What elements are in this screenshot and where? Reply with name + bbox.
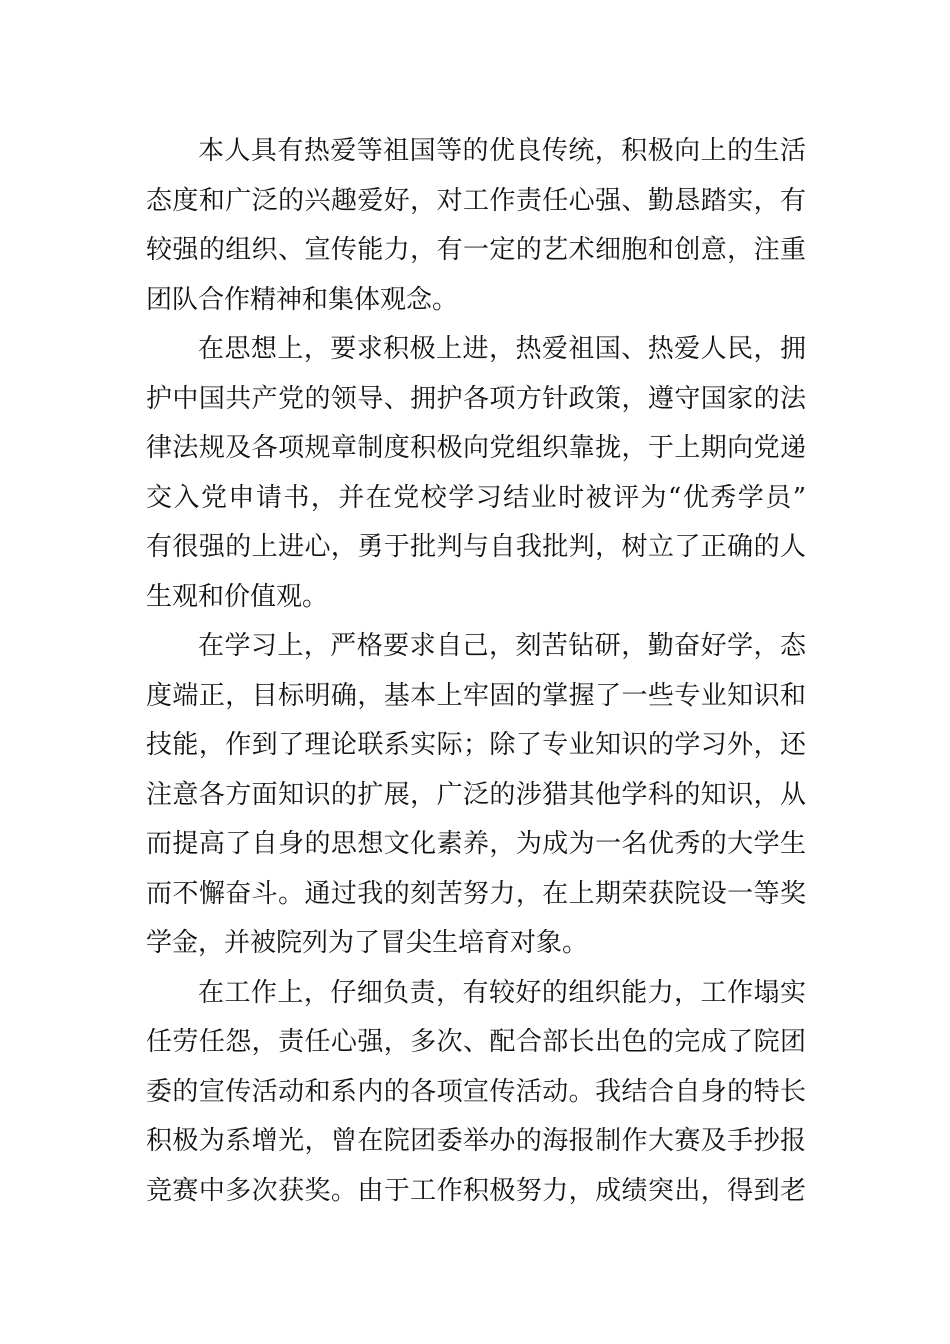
paragraph-2-line-2: 护中国共产党的领导、拥护各项方针政策，遵守国家的法 — [146, 384, 806, 414]
paragraph-1-line-3: 较强的组织、宣传能力，有一定的艺术细胞和创意，注重 — [146, 235, 806, 265]
paragraph-2-line-4: 交入党申请书，并在党校学习结业时被评为“优秀学员” — [146, 483, 806, 513]
paragraph-4-line-5: 竞赛中多次获奖。由于工作积极努力，成绩突出，得到老 — [146, 1176, 806, 1206]
paragraph-4-line-3: 委的宣传活动和系内的各项宣传活动。我结合自身的特长 — [146, 1077, 806, 1107]
paragraph-4-line-1: 在工作上，仔细负责，有较好的组织能力，工作塌实 — [198, 978, 806, 1008]
paragraph-2-line-6: 生观和价值观。 — [146, 582, 329, 612]
paragraph-4-line-2: 任劳任怨，责任心强，多次、配合部长出色的完成了院团 — [146, 1027, 806, 1057]
paragraph-2-line-1: 在思想上，要求积极上进，热爱祖国、热爱人民，拥 — [198, 334, 806, 364]
paragraph-2-line-3: 律法规及各项规章制度积极向党组织靠拢，于上期向党递 — [146, 433, 806, 463]
paragraph-3-line-2: 度端正，目标明确，基本上牢固的掌握了一些专业知识和 — [146, 681, 806, 711]
paragraph-3-line-1: 在学习上，严格要求自己，刻苦钻研，勤奋好学，态 — [198, 631, 806, 661]
paragraph-1-line-4: 团队合作精神和集体观念。 — [146, 285, 459, 315]
paragraph-1-line-1: 本人具有热爱等祖国等的优良传统，积极向上的生活 — [198, 136, 806, 166]
paragraph-1-line-2: 态度和广泛的兴趣爱好，对工作责任心强、勤恳踏实，有 — [146, 186, 806, 216]
paragraph-3-line-5: 而提高了自身的思想文化素养，为成为一名优秀的大学生 — [146, 829, 806, 859]
paragraph-2-line-5: 有很强的上进心，勇于批判与自我批判，树立了正确的人 — [146, 532, 806, 562]
paragraph-3-line-6: 而不懈奋斗。通过我的刻苦努力，在上期荣获院设一等奖 — [146, 879, 806, 909]
paragraph-3-line-7: 学金，并被院列为了冒尖生培育对象。 — [146, 928, 589, 958]
paragraph-3-line-3: 技能，作到了理论联系实际；除了专业知识的学习外，还 — [146, 730, 806, 760]
paragraph-4-line-4: 积极为系增光，曾在院团委举办的海报制作大赛及手抄报 — [146, 1126, 806, 1156]
paragraph-3-line-4: 注意各方面知识的扩展，广泛的涉猎其他学科的知识，从 — [146, 780, 806, 810]
